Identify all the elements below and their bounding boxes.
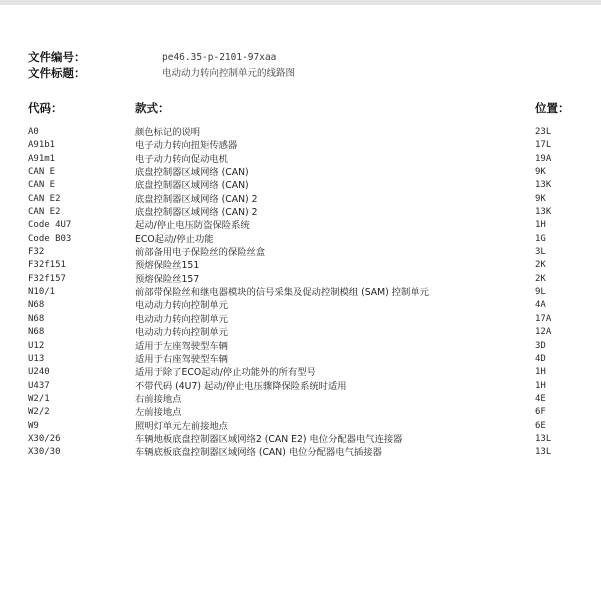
table-header xyxy=(28,100,576,116)
row-code: N68 xyxy=(28,327,45,338)
row-code: CAN E xyxy=(28,180,56,191)
row-description: 车辆底板底盘控制器区域网络 (CAN) 电位分配器电气插接器 xyxy=(135,447,382,459)
column-header-position: 位置： xyxy=(535,101,570,115)
row-description: 电子动力转向扭矩传感器 xyxy=(135,140,238,152)
row-code: U240 xyxy=(28,367,50,378)
row-description: ECO起动/停止功能 xyxy=(135,233,214,245)
table-row xyxy=(28,446,576,459)
row-position: 1H xyxy=(535,380,546,391)
row-code: F32f157 xyxy=(28,273,66,284)
row-position: 13L xyxy=(535,433,552,444)
row-description: 底盘控制器区域网络 (CAN) xyxy=(135,180,249,192)
row-code: U437 xyxy=(28,380,50,391)
table-row xyxy=(28,166,576,179)
row-code: CAN E xyxy=(28,167,56,178)
row-position: 9K xyxy=(535,193,546,204)
row-description: 右前接地点 xyxy=(135,393,182,405)
row-position: 1H xyxy=(535,220,546,231)
row-code: W2/1 xyxy=(28,393,50,404)
row-description: 底盘控制器区域网络 (CAN) 2 xyxy=(135,207,258,219)
doc-title-label: 文件标题： xyxy=(28,66,86,80)
row-description: 适用于左座驾驶型车辆 xyxy=(135,340,228,352)
row-code: F32f151 xyxy=(28,260,66,271)
row-description: 底盘控制器区域网络 (CAN) xyxy=(135,167,249,179)
table-row xyxy=(28,353,576,366)
row-code: W2/2 xyxy=(28,407,50,418)
row-position: 4D xyxy=(535,353,546,364)
doc-number-value: pe46.35-p-2101-97xaa xyxy=(162,52,277,63)
row-description: 适用于除了ECO起动/停止功能外的所有型号 xyxy=(135,367,316,379)
row-position: 2K xyxy=(535,260,546,271)
table-row xyxy=(28,246,576,259)
row-code: X30/30 xyxy=(28,447,61,458)
table-row xyxy=(28,366,576,379)
row-code: CAN E2 xyxy=(28,207,61,218)
table-row xyxy=(28,286,576,299)
row-code: X30/26 xyxy=(28,433,61,444)
doc-title-value: 电动动力转向控制单元的线路图 xyxy=(162,68,296,79)
table-row xyxy=(28,420,576,433)
row-description: 起动/停止电压防盗保险系统 xyxy=(135,220,250,232)
row-description: 前部备用电子保险丝的保险丝盒 xyxy=(135,247,266,259)
row-position: 6F xyxy=(535,407,546,418)
table-row xyxy=(28,380,576,393)
row-code: U12 xyxy=(28,340,45,351)
table-row xyxy=(28,206,576,219)
row-position: 9L xyxy=(535,287,546,298)
component-list xyxy=(28,126,576,460)
row-code: A91b1 xyxy=(28,140,56,151)
row-code: Code B03 xyxy=(28,233,72,244)
row-description: 电动动力转向控制单元 xyxy=(135,313,228,325)
row-description: 预熔保险丝151 xyxy=(135,260,200,272)
document-meta xyxy=(28,50,588,82)
top-scroll-bar xyxy=(0,0,601,5)
row-description: 照明灯单元左前接地点 xyxy=(135,420,228,432)
row-position: 4A xyxy=(535,300,546,311)
table-row xyxy=(28,219,576,232)
row-position: 17L xyxy=(535,140,552,151)
row-description: 左前接地点 xyxy=(135,407,182,419)
row-code: N68 xyxy=(28,313,45,324)
column-header-code: 代码： xyxy=(28,101,63,115)
row-description: 车辆地板底盘控制器区域网络2 (CAN E2) 电位分配器电气连接器 xyxy=(135,433,403,445)
row-code: A0 xyxy=(28,127,39,137)
row-description: 颜色标记的说明 xyxy=(135,127,201,138)
row-position: 13K xyxy=(535,180,552,191)
row-position: 12A xyxy=(535,327,552,338)
row-code: Code 4U7 xyxy=(28,220,72,231)
row-position: 17A xyxy=(535,313,552,324)
row-position: 3D xyxy=(535,340,546,351)
row-code: A91m1 xyxy=(28,153,56,164)
row-description: 电动动力转向控制单元 xyxy=(135,327,228,339)
row-code: F32 xyxy=(28,247,45,258)
row-position: 23L xyxy=(535,127,552,137)
row-position: 3L xyxy=(535,247,546,258)
row-code: N10/1 xyxy=(28,287,56,298)
table-row xyxy=(28,273,576,286)
row-position: 19A xyxy=(535,153,552,164)
table-row xyxy=(28,193,576,206)
row-code: CAN E2 xyxy=(28,193,61,204)
row-position: 9K xyxy=(535,167,546,178)
row-description: 底盘控制器区域网络 (CAN) 2 xyxy=(135,193,258,205)
table-row xyxy=(28,139,576,152)
table-row xyxy=(28,299,576,312)
row-description: 不带代码 (4U7) 起动/停止电压骤降保险系统时适用 xyxy=(135,380,347,392)
table-row xyxy=(28,313,576,326)
row-position: 13K xyxy=(535,207,552,218)
row-description: 适用于右座驾驶型车辆 xyxy=(135,353,228,365)
table-row xyxy=(28,326,576,339)
row-description: 预熔保险丝157 xyxy=(135,273,200,285)
row-description: 电子动力转向促动电机 xyxy=(135,153,228,165)
row-position: 4E xyxy=(535,393,546,404)
row-position: 1G xyxy=(535,233,546,244)
table-row xyxy=(28,340,576,353)
row-position: 13L xyxy=(535,447,552,458)
row-code: U13 xyxy=(28,353,45,364)
row-position: 6E xyxy=(535,420,546,431)
doc-number-row xyxy=(28,50,588,65)
row-position: 2K xyxy=(535,273,546,284)
table-row xyxy=(28,233,576,246)
table-row xyxy=(28,433,576,446)
doc-number-label: 文件编号： xyxy=(28,50,86,64)
table-row xyxy=(28,259,576,272)
row-position: 1H xyxy=(535,367,546,378)
table-row xyxy=(28,393,576,406)
row-description: 前部带保险丝和继电器模块的信号采集及促动控制模组 (SAM) 控制单元 xyxy=(135,287,429,299)
table-row xyxy=(28,153,576,166)
row-description: 电动动力转向控制单元 xyxy=(135,300,228,312)
row-code: W9 xyxy=(28,420,39,431)
row-code: N68 xyxy=(28,300,45,311)
table-row xyxy=(28,126,576,139)
doc-title-row xyxy=(28,66,588,81)
column-header-description: 款式： xyxy=(135,101,170,115)
table-row xyxy=(28,406,576,419)
table-row xyxy=(28,179,576,192)
